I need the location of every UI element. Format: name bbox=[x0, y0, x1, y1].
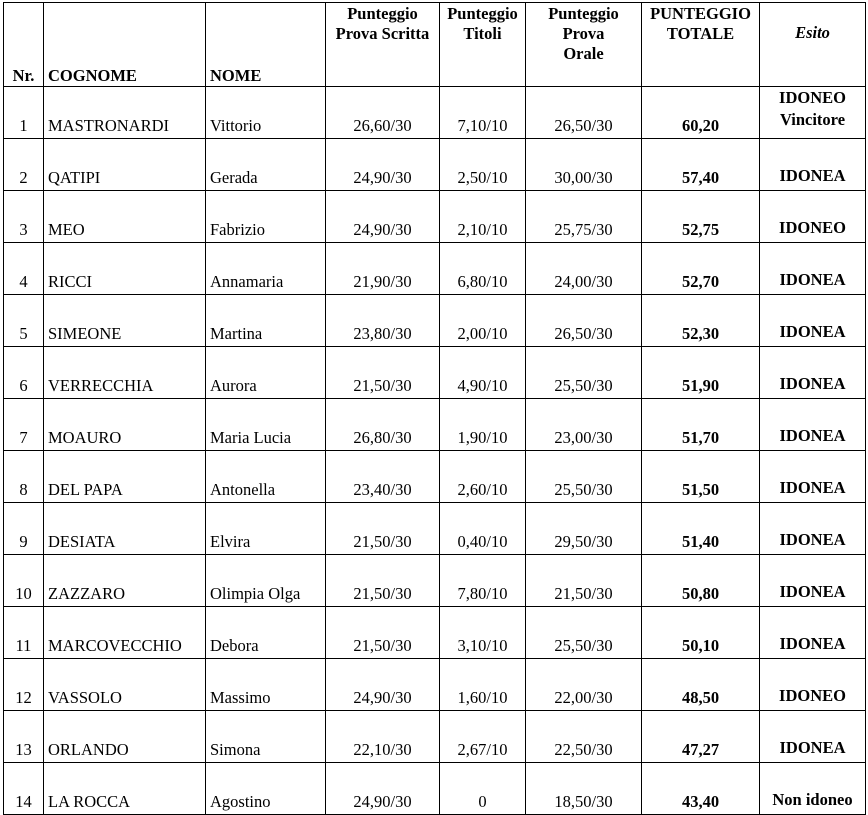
esito-line: IDONEA bbox=[779, 270, 846, 289]
cell-orale: 25,50/30 bbox=[526, 347, 642, 399]
cell-nome: Gerada bbox=[206, 139, 326, 191]
cell-esito bbox=[760, 295, 866, 347]
results-table bbox=[3, 2, 866, 815]
cell-esito bbox=[760, 763, 866, 815]
cell-titoli: 0 bbox=[440, 763, 526, 815]
cell-scritta: 21,50/30 bbox=[326, 555, 440, 607]
table-row bbox=[4, 555, 866, 607]
cell-nome: Olimpia Olga bbox=[206, 555, 326, 607]
esito-line: IDONEA bbox=[779, 322, 846, 341]
cell-titoli: 7,80/10 bbox=[440, 555, 526, 607]
header-nr: Nr. bbox=[4, 3, 44, 87]
table-row bbox=[4, 399, 866, 451]
cell-nome: Agostino bbox=[206, 763, 326, 815]
cell-nr: 1 bbox=[4, 87, 44, 139]
esito-line: IDONEA bbox=[779, 582, 846, 601]
cell-scritta: 24,90/30 bbox=[326, 139, 440, 191]
table-row bbox=[4, 659, 866, 711]
esito-line: IDONEA bbox=[779, 166, 846, 185]
table-row bbox=[4, 503, 866, 555]
esito-line: Non idoneo bbox=[772, 790, 853, 809]
cell-nr: 9 bbox=[4, 503, 44, 555]
cell-cognome: SIMEONE bbox=[44, 295, 206, 347]
cell-titoli: 2,50/10 bbox=[440, 139, 526, 191]
esito-line: IDONEA bbox=[779, 374, 846, 393]
header-totale-line-1: PUNTEGGIO bbox=[650, 4, 751, 23]
cell-esito bbox=[760, 503, 866, 555]
cell-titoli: 2,10/10 bbox=[440, 191, 526, 243]
cell-nr: 3 bbox=[4, 191, 44, 243]
cell-totale: 52,70 bbox=[642, 243, 760, 295]
cell-orale: 25,75/30 bbox=[526, 191, 642, 243]
cell-nome: Annamaria bbox=[206, 243, 326, 295]
cell-totale: 57,40 bbox=[642, 139, 760, 191]
cell-nr: 5 bbox=[4, 295, 44, 347]
cell-cognome: QATIPI bbox=[44, 139, 206, 191]
cell-esito bbox=[760, 139, 866, 191]
cell-titoli: 1,60/10 bbox=[440, 659, 526, 711]
cell-titoli: 4,90/10 bbox=[440, 347, 526, 399]
cell-nr: 7 bbox=[4, 399, 44, 451]
cell-scritta: 21,50/30 bbox=[326, 503, 440, 555]
cell-nr: 14 bbox=[4, 763, 44, 815]
cell-cognome: MARCOVECCHIO bbox=[44, 607, 206, 659]
header-orale-line-2: Prova bbox=[562, 24, 605, 43]
cell-nr: 8 bbox=[4, 451, 44, 503]
cell-orale: 25,50/30 bbox=[526, 607, 642, 659]
table-row bbox=[4, 243, 866, 295]
cell-orale: 26,50/30 bbox=[526, 87, 642, 139]
cell-nome: Antonella bbox=[206, 451, 326, 503]
cell-orale: 26,50/30 bbox=[526, 295, 642, 347]
table-row bbox=[4, 711, 866, 763]
cell-totale: 50,10 bbox=[642, 607, 760, 659]
cell-scritta: 24,90/30 bbox=[326, 659, 440, 711]
cell-cognome: VERRECCHIA bbox=[44, 347, 206, 399]
cell-titoli: 3,10/10 bbox=[440, 607, 526, 659]
cell-cognome: MASTRONARDI bbox=[44, 87, 206, 139]
esito-line: IDONEO bbox=[779, 218, 846, 237]
cell-scritta: 24,90/30 bbox=[326, 191, 440, 243]
cell-orale: 23,00/30 bbox=[526, 399, 642, 451]
esito-line: IDONEA bbox=[779, 478, 846, 497]
cell-nr: 4 bbox=[4, 243, 44, 295]
header-scritta bbox=[326, 3, 440, 87]
cell-orale: 22,00/30 bbox=[526, 659, 642, 711]
cell-scritta: 26,60/30 bbox=[326, 87, 440, 139]
esito-line: IDONEA bbox=[779, 530, 846, 549]
cell-totale: 51,70 bbox=[642, 399, 760, 451]
cell-orale: 18,50/30 bbox=[526, 763, 642, 815]
cell-nr: 11 bbox=[4, 607, 44, 659]
cell-nome: Aurora bbox=[206, 347, 326, 399]
header-scritta-line-2: Prova Scritta bbox=[335, 24, 430, 43]
header-titoli-line-1: Punteggio bbox=[447, 4, 518, 23]
esito-line: IDONEA bbox=[779, 426, 846, 445]
table-row bbox=[4, 763, 866, 815]
cell-esito bbox=[760, 191, 866, 243]
table-row bbox=[4, 139, 866, 191]
cell-orale: 21,50/30 bbox=[526, 555, 642, 607]
cell-titoli: 0,40/10 bbox=[440, 503, 526, 555]
cell-nome: Massimo bbox=[206, 659, 326, 711]
cell-totale: 47,27 bbox=[642, 711, 760, 763]
cell-esito bbox=[760, 555, 866, 607]
cell-cognome: LA ROCCA bbox=[44, 763, 206, 815]
cell-scritta: 21,50/30 bbox=[326, 347, 440, 399]
cell-nome: Fabrizio bbox=[206, 191, 326, 243]
cell-nr: 13 bbox=[4, 711, 44, 763]
cell-titoli: 2,60/10 bbox=[440, 451, 526, 503]
cell-nome: Maria Lucia bbox=[206, 399, 326, 451]
cell-nome: Vittorio bbox=[206, 87, 326, 139]
header-scritta-line-1: Punteggio bbox=[347, 4, 418, 23]
cell-titoli: 1,90/10 bbox=[440, 399, 526, 451]
cell-totale: 51,90 bbox=[642, 347, 760, 399]
table-row bbox=[4, 191, 866, 243]
esito-line: IDONEA bbox=[779, 738, 846, 757]
cell-cognome: VASSOLO bbox=[44, 659, 206, 711]
cell-scritta: 21,50/30 bbox=[326, 607, 440, 659]
cell-cognome: ZAZZARO bbox=[44, 555, 206, 607]
cell-esito bbox=[760, 607, 866, 659]
header-titoli bbox=[440, 3, 526, 87]
cell-scritta: 26,80/30 bbox=[326, 399, 440, 451]
header-esito: Esito bbox=[760, 3, 866, 87]
cell-cognome: MEO bbox=[44, 191, 206, 243]
esito-line: Vincitore bbox=[779, 110, 846, 129]
cell-nome: Elvira bbox=[206, 503, 326, 555]
cell-nr: 2 bbox=[4, 139, 44, 191]
cell-totale: 60,20 bbox=[642, 87, 760, 139]
cell-orale: 24,00/30 bbox=[526, 243, 642, 295]
cell-scritta: 22,10/30 bbox=[326, 711, 440, 763]
cell-orale: 29,50/30 bbox=[526, 503, 642, 555]
cell-titoli: 6,80/10 bbox=[440, 243, 526, 295]
cell-cognome: DESIATA bbox=[44, 503, 206, 555]
cell-scritta: 23,40/30 bbox=[326, 451, 440, 503]
cell-scritta: 21,90/30 bbox=[326, 243, 440, 295]
cell-cognome: DEL PAPA bbox=[44, 451, 206, 503]
cell-esito bbox=[760, 451, 866, 503]
esito-line: IDONEO bbox=[779, 686, 846, 705]
header-nome: NOME bbox=[206, 3, 326, 87]
cell-totale: 51,50 bbox=[642, 451, 760, 503]
cell-cognome: ORLANDO bbox=[44, 711, 206, 763]
cell-orale: 30,00/30 bbox=[526, 139, 642, 191]
cell-orale: 22,50/30 bbox=[526, 711, 642, 763]
cell-scritta: 24,90/30 bbox=[326, 763, 440, 815]
cell-esito bbox=[760, 347, 866, 399]
cell-totale: 43,40 bbox=[642, 763, 760, 815]
table-row bbox=[4, 347, 866, 399]
cell-nr: 12 bbox=[4, 659, 44, 711]
header-row bbox=[4, 3, 866, 87]
header-orale bbox=[526, 3, 642, 87]
cell-nome: Simona bbox=[206, 711, 326, 763]
cell-totale: 52,30 bbox=[642, 295, 760, 347]
cell-esito bbox=[760, 87, 866, 139]
header-cognome: COGNOME bbox=[44, 3, 206, 87]
esito-line: IDONEO bbox=[779, 88, 846, 107]
cell-esito bbox=[760, 659, 866, 711]
cell-cognome: RICCI bbox=[44, 243, 206, 295]
cell-titoli: 2,67/10 bbox=[440, 711, 526, 763]
cell-scritta: 23,80/30 bbox=[326, 295, 440, 347]
cell-totale: 51,40 bbox=[642, 503, 760, 555]
table-row bbox=[4, 87, 866, 139]
table-row bbox=[4, 295, 866, 347]
cell-esito bbox=[760, 243, 866, 295]
cell-nome: Martina bbox=[206, 295, 326, 347]
cell-totale: 48,50 bbox=[642, 659, 760, 711]
cell-nr: 10 bbox=[4, 555, 44, 607]
cell-esito bbox=[760, 711, 866, 763]
header-titoli-line-2: Titoli bbox=[463, 24, 502, 43]
table-row bbox=[4, 607, 866, 659]
table-row bbox=[4, 451, 866, 503]
cell-totale: 52,75 bbox=[642, 191, 760, 243]
header-totale bbox=[642, 3, 760, 87]
cell-nr: 6 bbox=[4, 347, 44, 399]
cell-cognome: MOAURO bbox=[44, 399, 206, 451]
header-totale-line-2: TOTALE bbox=[666, 24, 735, 43]
cell-totale: 50,80 bbox=[642, 555, 760, 607]
cell-titoli: 7,10/10 bbox=[440, 87, 526, 139]
header-orale-line-1: Punteggio bbox=[548, 4, 619, 23]
table-body bbox=[4, 87, 866, 815]
header-orale-line-3: Orale bbox=[563, 44, 604, 63]
cell-titoli: 2,00/10 bbox=[440, 295, 526, 347]
cell-esito bbox=[760, 399, 866, 451]
esito-line: IDONEA bbox=[779, 634, 846, 653]
cell-nome: Debora bbox=[206, 607, 326, 659]
cell-orale: 25,50/30 bbox=[526, 451, 642, 503]
